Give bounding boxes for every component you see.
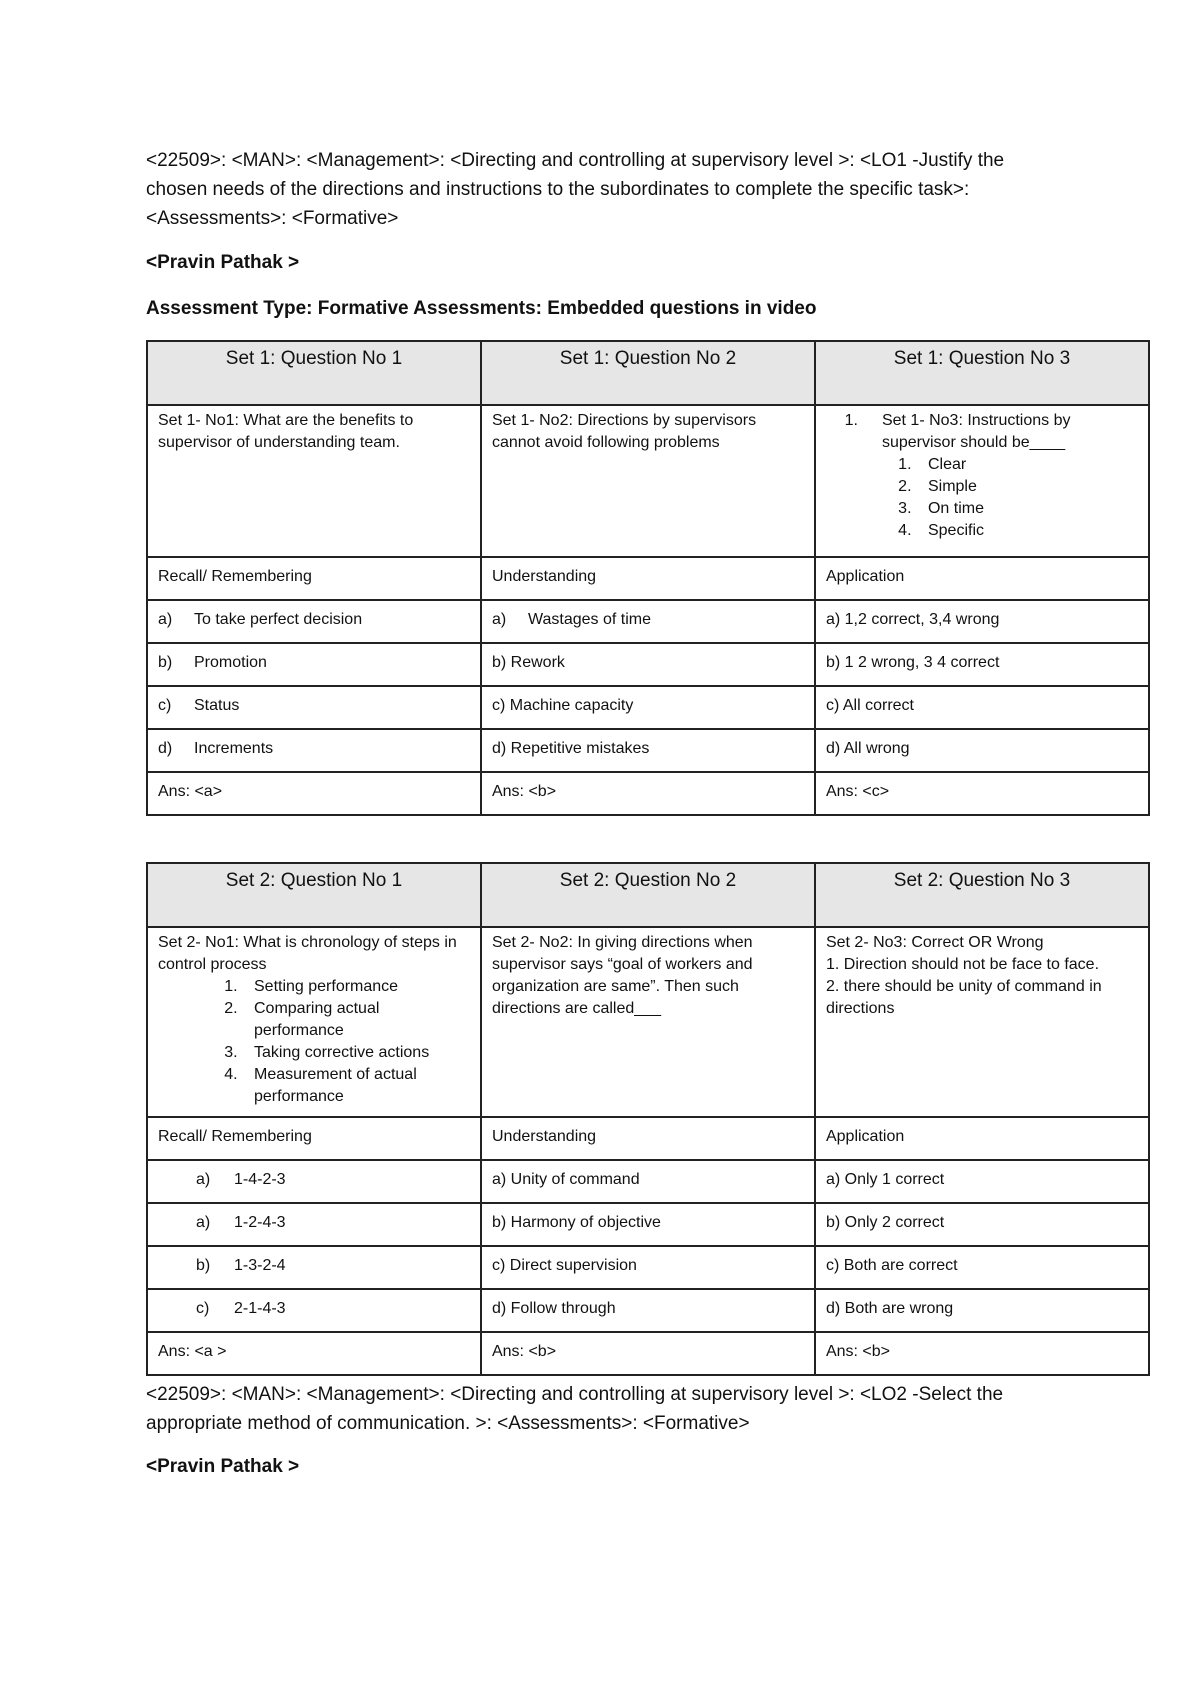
- list-item: 2. Comparing actual performance: [242, 998, 470, 1042]
- set2-answer-row: [147, 1332, 1149, 1375]
- set2-answer-3: Ans: <b>: [815, 1332, 1149, 1375]
- option-label: a): [158, 611, 173, 628]
- set2-option-row: [147, 1246, 1149, 1289]
- option-text: b) Rework: [481, 643, 815, 686]
- set2-level-1: Recall/ Remembering: [147, 1117, 481, 1160]
- option-text: Increments: [194, 740, 274, 757]
- option-text: 1-2-4-3: [234, 1214, 286, 1231]
- set1-level-2: Understanding: [481, 557, 815, 600]
- set2-header-q1: Set 2: Question No 1: [147, 863, 481, 927]
- option-label: a): [196, 1214, 211, 1231]
- set1-question-row: [147, 405, 1149, 557]
- set1-table: [146, 340, 1150, 816]
- set2-q3-line-1: 1. Direction should not be face to face.: [825, 956, 1100, 973]
- option-text: Status: [194, 697, 240, 714]
- set2-option-row: [147, 1203, 1149, 1246]
- option-text: d) Follow through: [481, 1289, 815, 1332]
- set2-q1-text: Set 2- No1: What is chronology of steps in control process: [158, 934, 457, 973]
- set1-level-3: Application: [815, 557, 1149, 600]
- list-item: 4. Measurement of actual performance: [242, 1064, 470, 1108]
- option-text: Promotion: [194, 654, 267, 671]
- set2-option-row: [147, 1289, 1149, 1332]
- option-label: c): [158, 697, 172, 714]
- set2-level-2: Understanding: [481, 1117, 815, 1160]
- option-text: To take perfect decision: [194, 611, 363, 628]
- set2-q3-cell: [815, 927, 1149, 1117]
- set1-answer-3: Ans: <c>: [815, 772, 1149, 815]
- option-label: c): [196, 1300, 210, 1317]
- section1-heading: <22509>: <MAN>: <Management>: <Directing and controlling at supervisory level >: <LO1 -Justify the chosen needs of the directions and instructions to the subordinates to complete the specific task>: <Assessments>: <Formative>: [146, 150, 1005, 229]
- set1-q2-text: Set 1- No2: Directions by supervisors cannot avoid following problems: [481, 405, 815, 557]
- option-text: b) Only 2 correct: [815, 1203, 1149, 1246]
- option-text: d) Repetitive mistakes: [481, 729, 815, 772]
- option-text: c) All correct: [815, 686, 1149, 729]
- assessment-type: Assessment Type: Formative Assessments: Embedded questions in video: [146, 298, 817, 319]
- option-text: d) All wrong: [815, 729, 1149, 772]
- option-text: a) 1,2 correct, 3,4 wrong: [815, 600, 1149, 643]
- section1-author: <Pravin Pathak >: [146, 252, 300, 273]
- set2-level-row: [147, 1117, 1149, 1160]
- set1-header-row: [147, 341, 1149, 405]
- option-text: d) Both are wrong: [815, 1289, 1149, 1332]
- set2-header-q2: Set 2: Question No 2: [481, 863, 815, 927]
- option-text: c) Direct supervision: [481, 1246, 815, 1289]
- list-item: 3. On time: [916, 498, 1138, 520]
- option-text: b) 1 2 wrong, 3 4 correct: [815, 643, 1149, 686]
- list-item: 2. Simple: [916, 476, 1138, 498]
- set1-header-q3: Set 1: Question No 3: [815, 341, 1149, 405]
- set1-q3-text: Set 1- No3: Instructions by supervisor should be____: [881, 412, 1071, 451]
- set1-q3-number: 1.: [844, 412, 858, 429]
- set1-q3-items: [882, 454, 1138, 542]
- section2-heading: <22509>: <MAN>: <Management>: <Directing and controlling at supervisory level >: <LO2 -Select the appropriate method of communication. >: <Assessments>: <Formative>: [146, 1384, 1004, 1434]
- option-text: c) Both are correct: [815, 1246, 1149, 1289]
- set2-q3-title: Set 2- No3: Correct OR Wrong: [825, 934, 1044, 951]
- set2-q2-text: Set 2- No2: In giving directions when supervisor says “goal of workers and organization are same”. Then such directions are called___: [481, 927, 815, 1117]
- list-item: 1. Clear: [916, 454, 1138, 476]
- set1-option-row: [147, 600, 1149, 643]
- set1-header-q1: Set 1: Question No 1: [147, 341, 481, 405]
- section2-author: <Pravin Pathak >: [146, 1456, 300, 1477]
- option-label: d): [158, 740, 173, 757]
- set2-q3-line-2: 2. there should be unity of command in directions: [825, 978, 1102, 1017]
- option-text: Wastages of time: [527, 611, 651, 628]
- set1-option-row: [147, 643, 1149, 686]
- set2-header-q3: Set 2: Question No 3: [815, 863, 1149, 927]
- set2-answer-1: Ans: <a >: [147, 1332, 481, 1375]
- set2-header-row: [147, 863, 1149, 927]
- set1-level-1: Recall/ Remembering: [147, 557, 481, 600]
- set1-option-row: [147, 729, 1149, 772]
- option-text: b) Harmony of objective: [481, 1203, 815, 1246]
- option-label: a): [196, 1171, 211, 1188]
- option-label: b): [158, 654, 173, 671]
- option-text: a) Unity of command: [481, 1160, 815, 1203]
- set2-option-row: [147, 1160, 1149, 1203]
- list-item: 1. Setting performance: [242, 976, 470, 998]
- list-item: 3. Taking corrective actions: [242, 1042, 470, 1064]
- set1-header-q2: Set 1: Question No 2: [481, 341, 815, 405]
- option-label: a): [491, 611, 507, 628]
- set1-answer-row: [147, 772, 1149, 815]
- option-text: 1-4-2-3: [234, 1171, 286, 1188]
- option-text: 1-3-2-4: [234, 1257, 286, 1274]
- set2-question-row: [147, 927, 1149, 1117]
- option-text: c) Machine capacity: [481, 686, 815, 729]
- set2-q1-items: [158, 976, 470, 1108]
- option-text: 2-1-4-3: [234, 1300, 286, 1317]
- set1-option-row: [147, 686, 1149, 729]
- set2-table: [146, 862, 1150, 1376]
- list-item: 4. Specific: [916, 520, 1138, 542]
- option-text: a) Only 1 correct: [815, 1160, 1149, 1203]
- set1-answer-2: Ans: <b>: [481, 772, 815, 815]
- set1-answer-1: Ans: <a>: [147, 772, 481, 815]
- option-label: b): [196, 1257, 211, 1274]
- set2-answer-2: Ans: <b>: [481, 1332, 815, 1375]
- set1-q1-text: Set 1- No1: What are the benefits to supervisor of understanding team.: [147, 405, 481, 557]
- set1-q3-cell: [815, 405, 1149, 557]
- set1-level-row: [147, 557, 1149, 600]
- set2-level-3: Application: [815, 1117, 1149, 1160]
- set2-q1-cell: [147, 927, 481, 1117]
